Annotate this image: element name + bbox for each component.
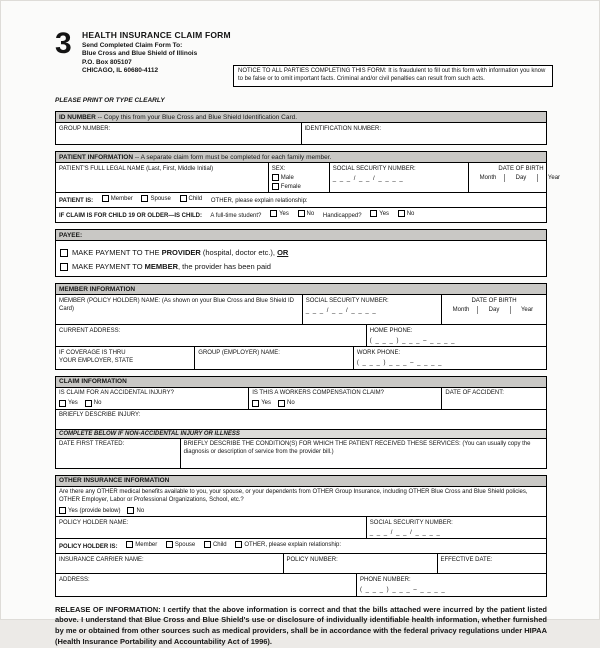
fraud-notice: NOTICE TO ALL PARTIES COMPLETING THIS FORM: It is fraudulent to fill out this form with information you know to be false or to omit important facts. Criminal and/or civil penalties can result from such acts. [233,65,553,87]
section-payee [55,229,547,277]
identification-number-field[interactable] [301,123,547,144]
claim-form [55,27,547,648]
work-phone-field[interactable] [353,347,546,368]
describe-injury-label: BRIEFLY DESCRIBE INJURY: [59,412,140,418]
yes-label: Yes [379,210,389,218]
address-line: Send Completed Claim Form To: [82,42,231,50]
phone-number-label: PHONE NUMBER: [360,576,543,584]
member-name-label: MEMBER (POLICY HOLDER) NAME: (As shown on your Blue Cross and Blue Shield ID Card) [59,298,294,312]
no-label: No [407,210,415,218]
group-number-label: GROUP NUMBER: [59,126,110,132]
section-claim-header [56,377,546,387]
release-label: RELEASE OF INFORMATION: [55,605,161,614]
ssn-blanks: _ _ _ / _ _ / _ _ _ _ [306,307,438,315]
date-of-accident-field[interactable] [441,388,546,409]
release-of-information [55,605,547,648]
section-other-insurance-header [56,476,546,486]
dob-columns [445,306,543,314]
section-title: PAYEE: [59,232,82,239]
ssn-label: SOCIAL SECURITY NUMBER: [306,297,438,305]
mailing-address [82,42,231,76]
form-title-block [82,30,231,76]
other-benefits-question-field [56,487,546,516]
print-clearly-note: PLEASE PRINT OR TYPE CLEARLY [55,97,165,104]
pay-member-label: MAKE PAYMENT TO MEMBER, the provider has been paid [72,262,271,271]
dob-year-label: Year [537,174,570,182]
workers-comp-question: IS THIS A WORKERS COMPENSATION CLAIM? [252,389,438,397]
section-subtitle: -- A separate claim form must be completed for each family member. [133,154,331,161]
child19-label: IF CLAIM IS FOR CHILD 19 OR OLDER—IS CHILD: [59,213,202,219]
group-employer-name-label: GROUP (EMPLOYER) NAME: [198,350,280,356]
checkbox-other-benefits-no[interactable] [127,507,134,514]
release-text: I certify that the above information is correct and that the bills attached were incurred by the patient listed above. I understand that Blue Cross and Blue Shield's use or disclosure of individually identifiable health information, whether furnished by me or obtained from other sources such as medical providers, shall be in accordance with the federal privacy regulations under HIPAA (Health Insurance Portability and Accountability Act of 1996). [55,605,547,647]
checkbox-holder-member[interactable] [126,541,133,548]
member-name-field[interactable] [56,295,302,324]
section-title: PATIENT INFORMATION [59,154,133,161]
checkbox-holder-spouse[interactable] [166,541,173,548]
effective-date-label: EFFECTIVE DATE: [441,557,493,563]
section-member-information [55,283,547,369]
child-label: Child [213,541,227,549]
policy-number-field[interactable] [283,554,437,573]
policy-number-label: POLICY NUMBER: [287,557,338,563]
policy-holder-is-field [56,539,546,553]
member-dob-field[interactable] [441,295,546,324]
dob-day-label: Day [477,306,510,314]
fulltime-student-label: A full-time student? [210,213,261,219]
payee-options [56,240,546,276]
other-relationship-label: OTHER, please explain relationship: [211,198,308,204]
address-line: P.O. Box 805107 [82,59,231,67]
patient-sex-field [268,163,329,192]
describe-condition-field[interactable] [180,439,546,468]
pay-provider-label: MAKE PAYMENT TO THE PROVIDER (hospital, doctor etc.), OR [72,248,288,257]
dob-year-label: Year [510,306,543,314]
male-label: Male [281,174,294,182]
describe-condition-label: BRIEFLY DESCRIBE THE CONDITION(S) FOR WHICH THE PATIENT RECEIVED THESE SERVICES: [184,441,461,447]
yes-label: Yes [261,399,271,407]
child-label: Child [189,195,203,203]
checkbox-pay-member[interactable] [60,263,68,271]
other-relationship-label: OTHER, please explain relationship: [244,541,341,549]
coverage-label-line1: IF COVERAGE IS THRU [59,349,191,357]
checkbox-handicapped-no[interactable] [398,210,405,217]
form-number: 3 [55,29,72,59]
checkbox-holder-other[interactable] [235,541,242,548]
date-of-accident-label: DATE OF ACCIDENT: [445,390,504,396]
patient-name-label: PATIENT'S FULL LEGAL NAME (Last, First, Middle Initial) [59,166,213,172]
workers-comp-field [248,388,441,409]
section-title: OTHER INSURANCE INFORMATION [59,477,169,484]
checkbox-workers-comp-no[interactable] [278,400,285,407]
identification-number-label: IDENTIFICATION NUMBER: [305,126,382,132]
no-label: No [307,210,315,218]
ssn-label: SOCIAL SECURITY NUMBER: [333,165,465,173]
payee-provider-option [60,248,542,257]
checkbox-patient-male[interactable] [272,174,279,181]
yes-label: Yes [68,399,78,407]
checkbox-other-benefits-yes[interactable] [59,507,66,514]
coverage-label-line2: YOUR EMPLOYER, STATE [59,357,191,365]
home-phone-label: HOME PHONE: [370,327,543,335]
section-title: CLAIM INFORMATION [59,378,127,385]
section-patient-information [55,151,547,223]
phone-blanks: ( _ _ _ ) _ _ _ – _ _ _ _ [360,586,543,594]
other-benefits-question: Are there any OTHER medical benefits available to you, your spouse, or your dependents from OTHER Group Insurance, including OTHER Blue Cross and Blue Shield policies, OTHER Employer, Labor or Professional Organizations, School, etc.? [59,488,543,504]
policy-holder-name-label: POLICY HOLDER NAME: [59,520,128,526]
other-address-field[interactable] [56,574,356,595]
checkbox-holder-child[interactable] [204,541,211,548]
date-first-treated-label: DATE FIRST TREATED: [59,441,124,447]
ssn-blanks: _ _ _ / _ _ / _ _ _ _ [333,175,465,183]
phone-blanks: ( _ _ _ ) _ _ _ – _ _ _ _ [357,359,543,367]
section-id-number-header [56,112,546,122]
section-other-insurance [55,475,547,597]
dob-day-label: Day [504,174,537,182]
section-subtitle: -- Copy this from your Blue Cross and Blue Shield Identification Card. [96,114,297,121]
describe-injury-field[interactable] [56,410,546,429]
ssn-label: SOCIAL SECURITY NUMBER: [370,519,543,527]
yes-label: Yes [279,210,289,218]
no-label: No [94,399,102,407]
checkbox-pay-provider[interactable] [60,249,68,257]
section-payee-header [56,230,546,240]
insurance-carrier-name-label: INSURANCE CARRIER NAME: [59,557,144,563]
checkbox-workers-comp-yes[interactable] [252,400,259,407]
sex-label: SEX: [272,165,326,173]
other-phone-field[interactable] [356,574,546,595]
patient-dob-field[interactable] [468,163,573,192]
yes-provide-below-label: Yes (provide below) [68,507,120,515]
phone-blanks: ( _ _ _ ) _ _ _ – _ _ _ _ [370,337,543,345]
form-title: HEALTH INSURANCE CLAIM FORM [82,30,231,40]
checkbox-accident-no[interactable] [85,400,92,407]
form-header [55,27,547,105]
checkbox-patient-is-child[interactable] [180,195,187,202]
checkbox-student-no[interactable] [298,210,305,217]
dob-label: DATE OF BIRTH [472,165,570,173]
dob-month-label: Month [472,174,504,182]
policy-holder-is-label: POLICY HOLDER IS: [59,544,118,550]
checkbox-accident-yes[interactable] [59,400,66,407]
current-address-label: CURRENT ADDRESS: [59,328,120,334]
dob-columns [472,174,570,182]
member-ssn-field[interactable] [302,295,441,324]
checkbox-patient-is-spouse[interactable] [141,195,148,202]
group-employer-name-field[interactable] [194,347,353,368]
section-claim-information [55,376,547,469]
address-line: CHICAGO, IL 60680-4112 [82,67,231,75]
work-phone-label: WORK PHONE: [357,349,543,357]
ssn-blanks: _ _ _ / _ _ / _ _ _ _ [370,529,543,537]
spouse-label: Spouse [150,195,170,203]
policy-holder-name-field[interactable] [56,517,366,538]
accidental-injury-question: IS CLAIM FOR AN ACCIDENTAL INJURY? [59,389,245,397]
describe-condition-note: (You can usually copy the diagnosis or description of service from the provider bill.) [184,441,531,455]
dob-month-label: Month [445,306,477,314]
checkbox-patient-is-member[interactable] [102,195,109,202]
section-id-number [55,111,547,145]
non-accident-note: COMPLETE BELOW IF NON-ACCIDENTAL INJURY OR ILLNESS [56,429,546,438]
other-ssn-field[interactable] [366,517,546,538]
patient-ssn-field[interactable] [329,163,468,192]
home-phone-field[interactable] [366,325,546,346]
coverage-thru-employer-field [56,347,194,368]
section-title: MEMBER INFORMATION [59,286,135,293]
address-line: Blue Cross and Blue Shield of Illinois [82,50,231,58]
checkbox-student-yes[interactable] [270,210,277,217]
checkbox-handicapped-yes[interactable] [370,210,377,217]
address-label: ADDRESS: [59,577,90,583]
handicapped-label: Handicapped? [323,213,362,219]
section-member-header [56,284,546,294]
child-19-or-older-field [56,208,546,222]
section-patient-header [56,152,546,162]
patient-name-field[interactable] [56,163,268,192]
section-title: ID NUMBER [59,114,96,121]
no-label: No [287,399,295,407]
effective-date-field[interactable] [437,554,547,573]
group-number-field[interactable] [56,123,301,144]
accidental-injury-field [56,388,248,409]
payee-member-option [60,262,542,271]
insurance-carrier-name-field[interactable] [56,554,283,573]
patient-is-label: PATIENT IS: [59,198,93,204]
date-first-treated-field[interactable] [56,439,180,468]
member-label: Member [135,541,157,549]
current-address-field[interactable] [56,325,366,346]
female-label: Female [281,183,301,191]
checkbox-patient-female[interactable] [272,183,279,190]
member-label: Member [111,195,133,203]
dob-label: DATE OF BIRTH [445,297,543,305]
spouse-label: Spouse [175,541,195,549]
patient-is-field [56,193,546,207]
no-label: No [136,507,144,515]
